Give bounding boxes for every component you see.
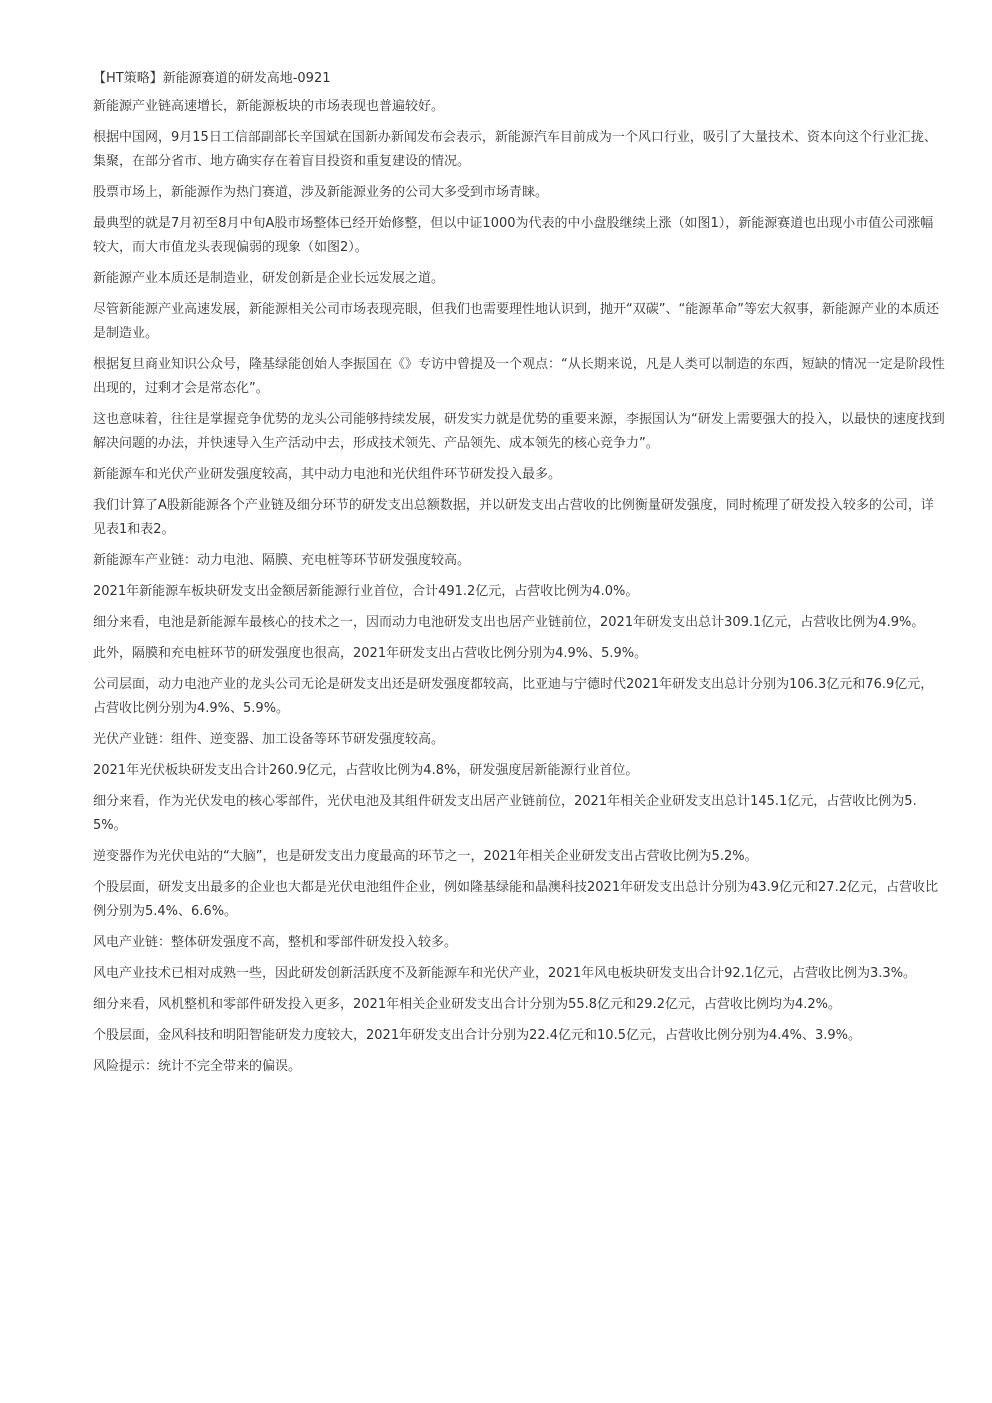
paragraph: 2021年光伏板块研发支出合计260.9亿元，占营收比例为4.8%，研发强度居新能源行业首位。 — [93, 763, 639, 778]
paragraph: 我们计算了A股新能源各个产业链及细分环节的研发支出总额数据，并以研发支出占营收的比例衡量研发强度，同时梳理了研发投入较多的公司，详见表1和表2。 — [93, 498, 934, 537]
paragraph: 风电产业链：整体研发强度不高，整机和零部件研发投入较多。 — [93, 935, 458, 950]
paragraph: 新能源产业本质还是制造业，研发创新是企业长远发展之道。 — [93, 271, 445, 286]
paragraph: 新能源产业链高速增长，新能源板块的市场表现也普遍较好。 — [93, 99, 445, 114]
paragraph: 新能源车产业链：动力电池、隔膜、充电桩等环节研发强度较高。 — [93, 553, 471, 568]
paragraph: 公司层面，动力电池产业的龙头公司无论是研发支出还是研发强度都较高，比亚迪与宁德时代2021年研发支出总计分别为106.3亿元和76.9亿元，占营收比例分别为4.9%、5.9%。 — [93, 677, 934, 716]
paragraph: 此外，隔膜和充电桩环节的研发强度也很高，2021年研发支出占营收比例分别为4.9%、5.9%。 — [93, 646, 648, 661]
paragraph: 细分来看，电池是新能源车最核心的技术之一，因而动力电池研发支出也居产业链前位，2021年研发支出总计309.1亿元，占营收比例为4.9%。 — [93, 615, 925, 630]
document-title: 【HT策略】新能源赛道的研发高地-0921 — [93, 71, 331, 86]
paragraph: 根据中国网，9月15日工信部副部长辛国斌在国新办新闻发布会表示，新能源汽车目前成为一个风口行业，吸引了大量技术、资本向这个行业汇拢、集聚，在部分省市、地方确实存在着盲目投资和重复建设的情况。 — [93, 130, 937, 169]
document-page — [93, 70, 945, 1086]
document-body — [93, 95, 945, 1079]
paragraph: 尽管新能源产业高速发展，新能源相关公司市场表现亮眼，但我们也需要理性地认识到，抛开“双碳”、“能源革命”等宏大叙事，新能源产业的本质还是制造业。 — [93, 302, 939, 341]
paragraph: 2021年新能源车板块研发支出金额居新能源行业首位，合计491.2亿元，占营收比例为4.0%。 — [93, 584, 639, 599]
paragraph: 风电产业技术已相对成熟一些，因此研发创新活跃度不及新能源车和光伏产业，2021年风电板块研发支出合计92.1亿元，占营收比例为3.3%。 — [93, 966, 917, 981]
paragraph: 逆变器作为光伏电站的“大脑”，也是研发支出力度最高的环节之一，2021年相关企业研发支出占营收比例为5.2%。 — [93, 849, 758, 864]
paragraph: 根据复旦商业知识公众号，隆基绿能创始人李振国在《》专访中曾提及一个观点：“从长期来说，凡是人类可以制造的东西，短缺的情况一定是阶段性出现的，过剩才会是常态化”。 — [93, 357, 945, 396]
paragraph: 股票市场上，新能源作为热门赛道，涉及新能源业务的公司大多受到市场青睐。 — [93, 185, 549, 200]
paragraph: 细分来看，风机整机和零部件研发投入更多，2021年相关企业研发支出合计分别为55.8亿元和29.2亿元，占营收比例均为4.2%。 — [93, 997, 842, 1012]
paragraph: 个股层面，研发支出最多的企业也大都是光伏电池组件企业，例如隆基绿能和晶澳科技2021年研发支出总计分别为43.9亿元和27.2亿元，占营收比例分别为5.4%、6.6%。 — [93, 880, 938, 919]
paragraph: 风险提示：统计不完全带来的偏误。 — [93, 1059, 302, 1074]
paragraph: 最典型的就是7月初至8月中旬A股市场整体已经开始修整，但以中证1000为代表的中小盘股继续上涨（如图1），新能源赛道也出现小市值公司涨幅较大，而大市值龙头表现偏弱的现象（如图2）。 — [93, 216, 934, 255]
paragraph: 细分来看，作为光伏发电的核心零部件，光伏电池及其组件研发支出居产业链前位，2021年相关企业研发支出总计145.1亿元，占营收比例为5.5%。 — [93, 794, 917, 833]
paragraph: 这也意味着，往往是掌握竞争优势的龙头公司能够持续发展，研发实力就是优势的重要来源，李振国认为“研发上需要强大的投入，以最快的速度找到解决问题的办法，并快速导入生产活动中去，形成技术领先、产品领先、成本领先的核心竞争力”。 — [93, 412, 945, 451]
paragraph: 光伏产业链：组件、逆变器、加工设备等环节研发强度较高。 — [93, 732, 445, 747]
paragraph: 个股层面，金风科技和明阳智能研发力度较大，2021年研发支出合计分别为22.4亿元和10.5亿元，占营收比例分别为4.4%、3.9%。 — [93, 1028, 862, 1043]
paragraph: 新能源车和光伏产业研发强度较高，其中动力电池和光伏组件环节研发投入最多。 — [93, 467, 562, 482]
